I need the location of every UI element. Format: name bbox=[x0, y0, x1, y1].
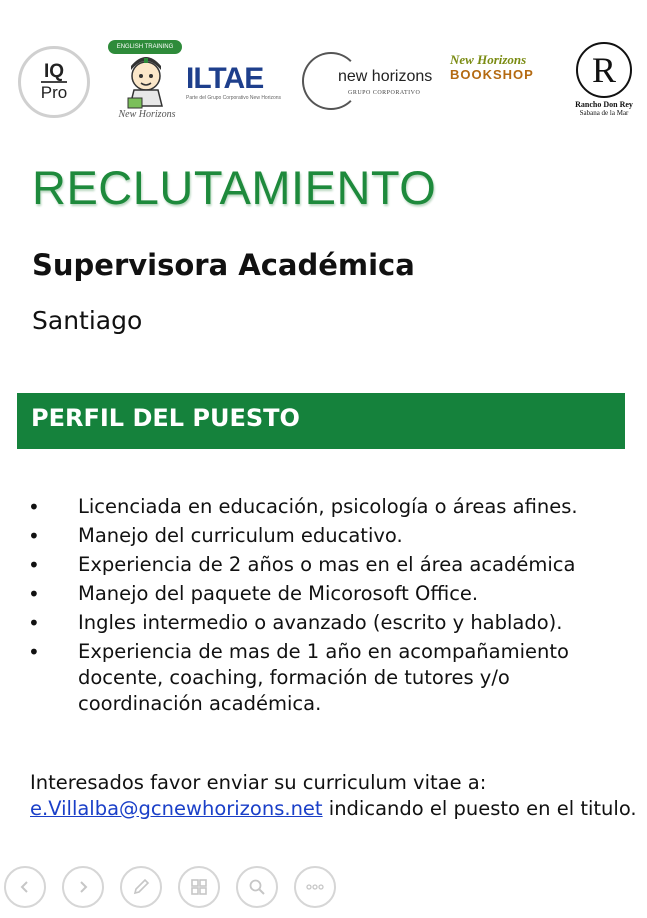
kid-mascot-logo bbox=[104, 40, 186, 122]
list-item: • Licenciada en educación, psicología o áreas afines. bbox=[28, 494, 633, 520]
new-horizons-logo-subtitle: GRUPO CORPORATIVO bbox=[348, 90, 421, 96]
rancho-logo-name: Rancho Don Rey bbox=[575, 100, 633, 109]
job-position: Supervisora Académica bbox=[32, 248, 415, 282]
section-header-text: PERFIL DEL PUESTO bbox=[31, 404, 300, 432]
list-item: • Ingles intermedio o avanzado (escrito y hablado). bbox=[28, 610, 633, 636]
iltae-logo-subtitle: Parte del Grupo Corporativo New Horizons bbox=[186, 95, 282, 101]
list-item: • Manejo del curriculum educativo. bbox=[28, 523, 633, 549]
kid-logo-banner: ENGLISH TRAINING bbox=[108, 40, 182, 54]
contact-paragraph bbox=[30, 770, 640, 822]
bookshop-logo-line2: BOOKSHOP bbox=[450, 67, 534, 82]
page-title: RECLUTAMIENTO bbox=[32, 161, 437, 214]
pen-icon[interactable] bbox=[120, 866, 162, 908]
rancho-letter-icon: R bbox=[576, 42, 632, 98]
iltae-logo bbox=[186, 64, 290, 104]
slides-icon[interactable] bbox=[178, 866, 220, 908]
list-item: • Experiencia de 2 años o mas en el área académica bbox=[28, 552, 633, 578]
requirements-list bbox=[28, 494, 633, 720]
prev-icon[interactable] bbox=[4, 866, 46, 908]
contact-intro: Interesados favor enviar su curriculum vitae a: bbox=[30, 771, 487, 794]
section-header-bar bbox=[17, 393, 625, 449]
iltae-logo-text: ILTAE bbox=[186, 62, 264, 95]
more-icon[interactable] bbox=[294, 866, 336, 908]
list-item: • Manejo del paquete de Micorosoft Office. bbox=[28, 581, 633, 607]
iq-pro-logo bbox=[18, 46, 90, 118]
new-horizons-logo-name: new horizons bbox=[338, 68, 433, 85]
rancho-logo-place: Sabana de la Mar bbox=[579, 109, 629, 117]
list-item: • Experiencia de mas de 1 año en acompañamiento docente, coaching, formación de tutores y/o coordinación académica. bbox=[28, 639, 633, 717]
logo-strip bbox=[14, 40, 644, 130]
iq-pro-logo-line1: IQ bbox=[43, 61, 65, 82]
rancho-don-rey-logo bbox=[564, 40, 644, 130]
kid-logo-script: New Horizons bbox=[118, 109, 176, 120]
email-link[interactable]: e.Villalba@gcnewhorizons.net bbox=[30, 797, 323, 820]
iq-pro-logo-line2: Pro bbox=[40, 83, 68, 102]
contact-outro: indicando el puesto en el titulo. bbox=[322, 797, 637, 820]
zoom-icon[interactable] bbox=[236, 866, 278, 908]
job-location: Santiago bbox=[32, 306, 143, 335]
next-icon[interactable] bbox=[62, 866, 104, 908]
new-horizons-logo bbox=[298, 48, 440, 112]
bookshop-logo bbox=[450, 52, 550, 102]
bookshop-logo-line1: New Horizons bbox=[450, 52, 527, 67]
